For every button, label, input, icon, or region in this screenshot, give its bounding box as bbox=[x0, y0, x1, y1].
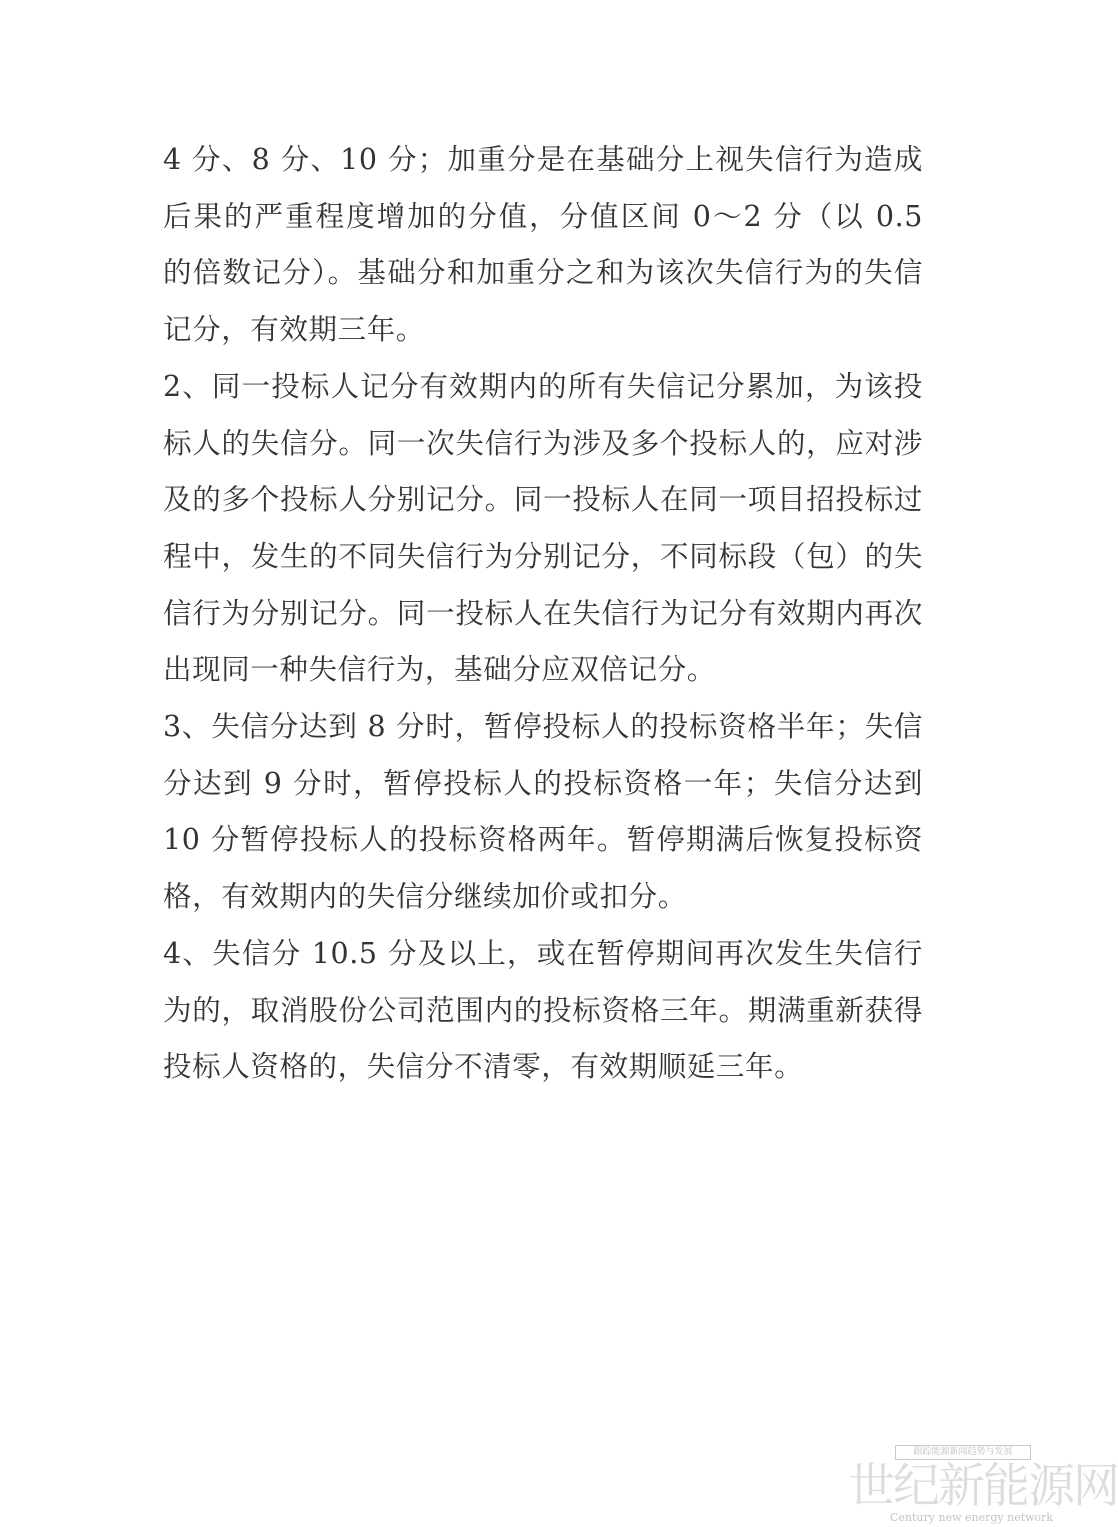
watermark-name: 世纪新能源网 bbox=[848, 1459, 1118, 1514]
paragraph-rule-3: 3、失信分达到 8 分时，暂停投标人的投标资格半年；失信分达到 9 分时，暂停投标人的投标资格一年；失信分达到 10 分暂停投标人的投标资格两年。暂停期满后恢复投标资格，有效期内的失信分继续加价或扣分。 bbox=[163, 710, 923, 914]
watermark-tagline: 跟踪能源新闻趋势与发展 bbox=[895, 1445, 1031, 1460]
paragraph-rule-2: 2、同一投标人记分有效期内的所有失信记分累加，为该投标人的失信分。同一次失信行为涉及多个投标人的，应对涉及的多个投标人分别记分。同一投标人在同一项目招投标过程中，发生的不同失信行为分别记分，不同标段（包）的失信行为分别记分。同一投标人在失信行为记分有效期内再次出现同一种失信行为，基础分应双倍记分。 bbox=[163, 369, 923, 687]
watermark-english: Century new energy network bbox=[890, 1511, 1054, 1524]
paragraph-rule-4: 4、失信分 10.5 分及以上，或在暂停期间再次发生失信行为的，取消股份公司范围内的投标资格三年。期满重新获得投标人资格的，失信分不清零，有效期顺延三年。 bbox=[163, 936, 923, 1084]
site-watermark bbox=[848, 1445, 1118, 1527]
paragraph-scoring-details: 4 分、8 分、10 分；加重分是在基础分上视失信行为造成后果的严重程度增加的分值，分值区间 0～2 分（以 0.5 的倍数记分）。基础分和加重分之和为该次失信行为的失信记分，有效期三年。 bbox=[163, 143, 923, 347]
document-body bbox=[163, 132, 923, 1096]
